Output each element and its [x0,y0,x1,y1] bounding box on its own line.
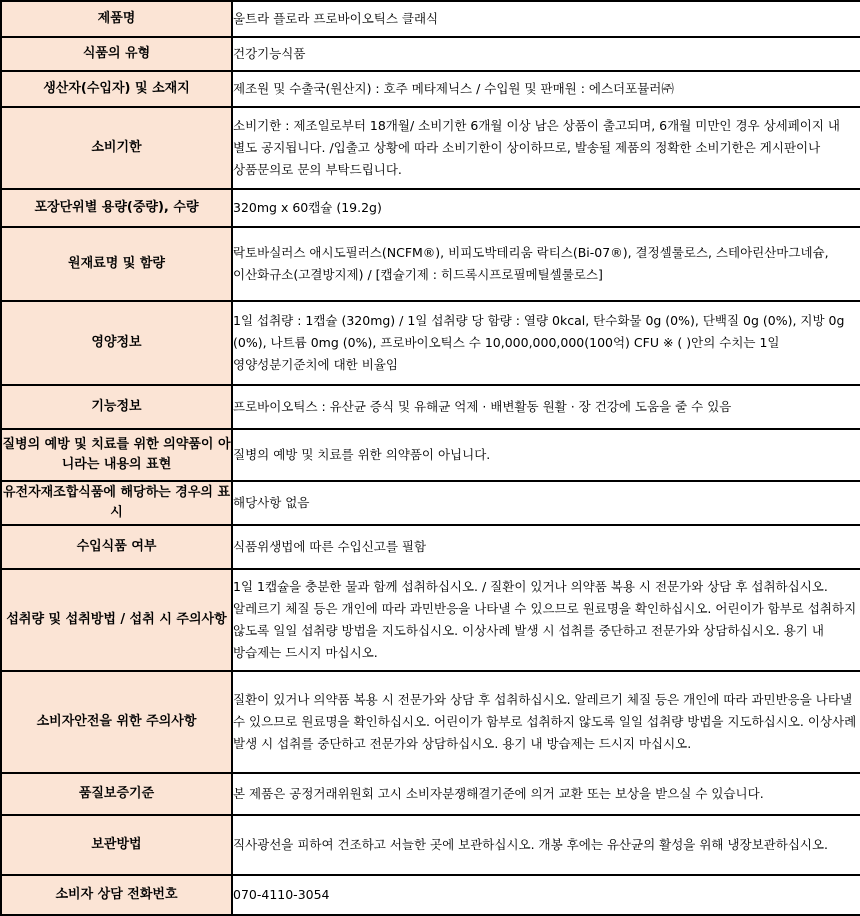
row-intake [1,569,860,671]
row-nutrition [1,301,860,385]
row-value: 해당사항 없음 [232,481,860,525]
row-value: 건강기능식품 [232,37,860,71]
row-label: 품질보증기준 [1,773,232,815]
row-producer-location [1,71,860,107]
row-value: 식품위생법에 따른 수입신고를 필함 [232,525,860,569]
row-value: 제조원 및 수출국(원산지) : 호주 메타제닉스 / 수입원 및 판매원 : 에스더포뮬러㈜ [232,71,860,107]
row-storage [1,815,860,875]
row-label: 제품명 [1,1,232,37]
row-label: 생산자(수입자) 및 소재지 [1,71,232,107]
row-label: 기능정보 [1,385,232,429]
row-label: 소비자안전을 위한 주의사항 [1,671,232,773]
row-value: 소비기한 : 제조일로부터 18개월/ 소비기한 6개월 이상 남은 상품이 출고되며, 6개월 미만인 경우 상세페이지 내 별도 공지됩니다. /입출고 상황에 따라 소비기한이 상이하므로, 발송될 제품의 정확한 소비기한은 게시판이나 상품문의로 문의 부탁드립니다. [232,107,860,189]
row-product-name [1,1,860,37]
row-value: 1일 1캡슐을 충분한 물과 함께 섭취하십시오. / 질환이 있거나 의약품 복용 시 전문가와 상담 후 섭취하십시오. 알레르기 체질 등은 개인에 따라 과민반응을 나타낼 수 있으므로 원료명을 확인하십시오. 어린이가 함부로 섭취하지 않도록 일일 섭취량 방법을 지도하십시오. 이상사례 발생 시 섭취를 중단하고 전문가와 상담하십시오. 용기 내 방습제는 드시지 마십시오. [232,569,860,671]
row-safety [1,671,860,773]
row-value: 직사광선을 피하여 건조하고 서늘한 곳에 보관하십시오. 개봉 후에는 유산균의 활성을 위해 냉장보관하십시오. [232,815,860,875]
row-imported [1,525,860,569]
row-label: 유전자재조합식품에 해당하는 경우의 표시 [1,481,232,525]
row-food-type [1,37,860,71]
row-label: 보관방법 [1,815,232,875]
row-value: 1일 섭취량 : 1캡슐 (320mg) / 1일 섭취량 당 함량 : 열량 0kcal, 탄수화물 0g (0%), 단백질 0g (0%), 지방 0g (0%), 나트륨 0mg (0%), 프로바이오틱스 수 10,000,000,000(100억) CFU ※ ( )안의 수치는 1일 영양성분기준치에 대한 비율임 [232,301,860,385]
row-gmo [1,481,860,525]
row-not-medicine [1,429,860,481]
row-value: 프로바이오틱스 : 유산균 증식 및 유해균 억제 · 배변활동 원활 · 장 건강에 도움을 줄 수 있음 [232,385,860,429]
row-phone [1,875,860,915]
row-label: 소비기한 [1,107,232,189]
row-value: 본 제품은 공정거래위원회 고시 소비자분쟁해결기준에 의거 교환 또는 보상을 받으실 수 있습니다. [232,773,860,815]
row-value: 락토바실러스 애시도필러스(NCFM®), 비피도박테리움 락티스(Bi-07®), 결정셀룰로스, 스테아린산마그네슘, 이산화규소(고결방지제) / [캡슐기제 : 히드록시프로필메틸셀룰로스] [232,227,860,301]
row-value: 320mg x 60캡슐 (19.2g) [232,189,860,227]
row-value: 070-4110-3054 [232,875,860,915]
row-expiry [1,107,860,189]
row-label: 질병의 예방 및 치료를 위한 의약품이 아니라는 내용의 표현 [1,429,232,481]
row-label: 소비자 상담 전화번호 [1,875,232,915]
row-label: 섭취량 및 섭취방법 / 섭취 시 주의사항 [1,569,232,671]
row-value: 울트라 플로라 프로바이오틱스 클래식 [232,1,860,37]
row-value: 질환이 있거나 의약품 복용 시 전문가와 상담 후 섭취하십시오. 알레르기 체질 등은 개인에 따라 과민반응을 나타낼 수 있으므로 원료명을 확인하십시오. 어린이가 함부로 섭취하지 않도록 일일 섭취량 방법을 지도하십시오. 이상사례 발생 시 섭취를 중단하고 전문가와 상담하십시오. 용기 내 방습제는 드시지 마십시오. [232,671,860,773]
row-quality [1,773,860,815]
row-package-quantity [1,189,860,227]
row-label: 영양정보 [1,301,232,385]
row-label: 원재료명 및 함량 [1,227,232,301]
row-ingredients [1,227,860,301]
row-label: 식품의 유형 [1,37,232,71]
row-value: 질병의 예방 및 치료를 위한 의약품이 아닙니다. [232,429,860,481]
row-label: 수입식품 여부 [1,525,232,569]
row-function [1,385,860,429]
row-label: 포장단위별 용량(중량), 수량 [1,189,232,227]
